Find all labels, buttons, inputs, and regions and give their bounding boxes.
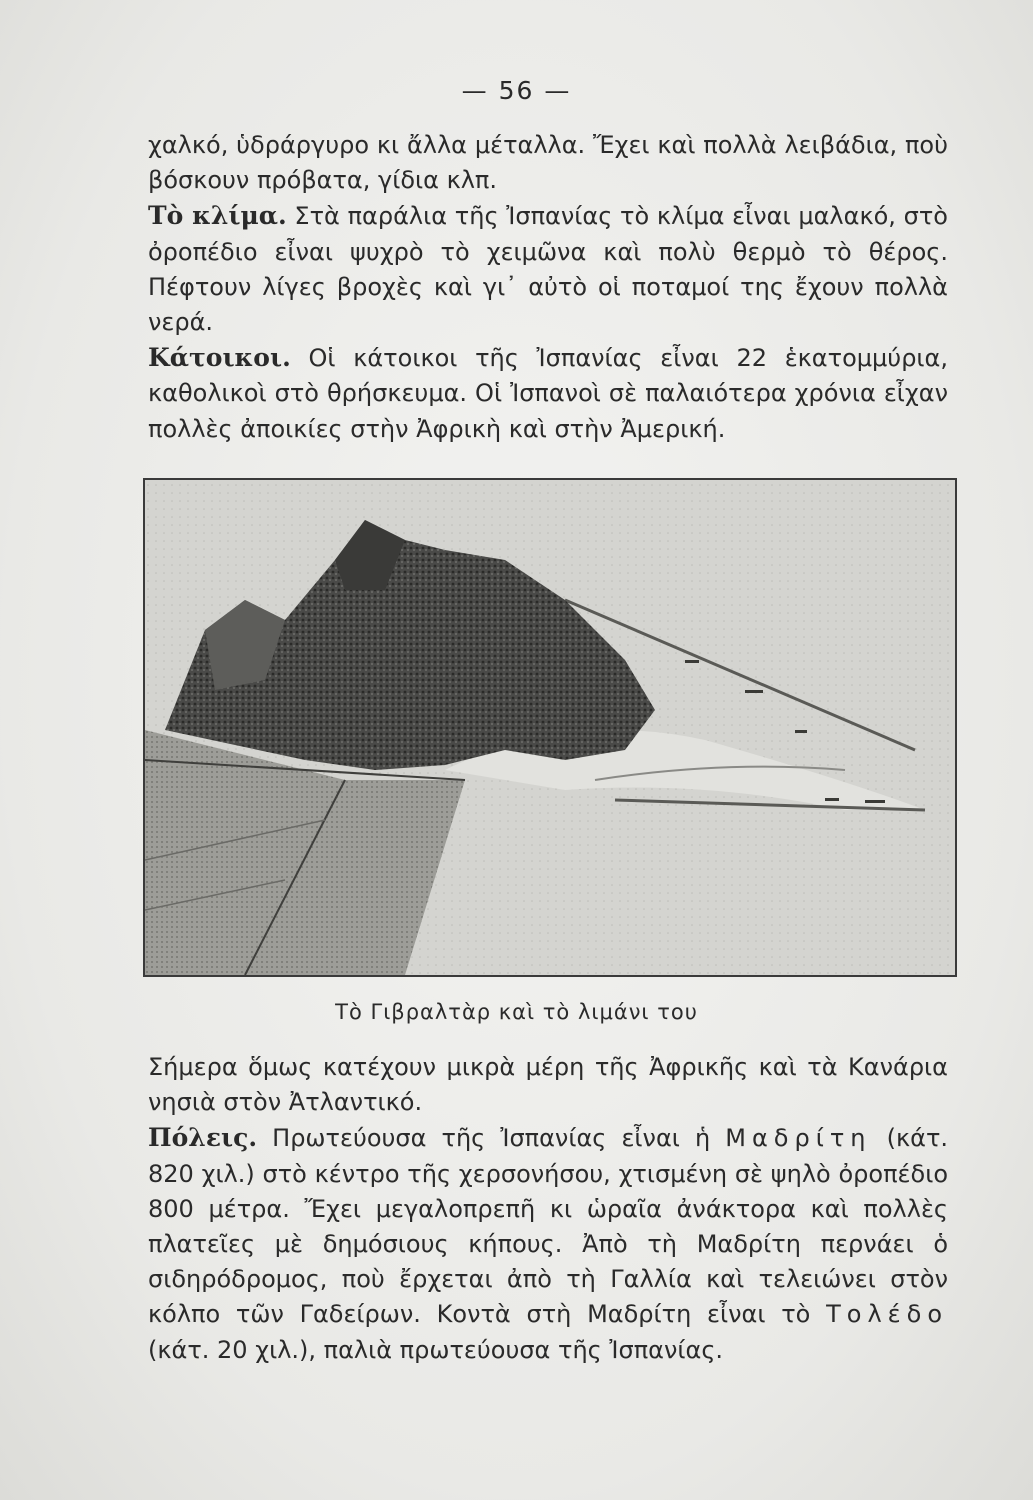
paragraph-text: Οἱ κάτοικοι τῆς Ἰσπανίας εἶναι 22 ἑκατομμύρια, καθολικοὶ στὸ θρήσκευμα. Οἱ Ἰσπανοὶ σὲ παλαιότερα χρόνια εἶχαν πολλὲς ἀποικίες στὴν Ἀφρικὴ καὶ στὴν Ἀμερική. [148,344,948,443]
figure-caption: Τὸ Γιβραλτὰρ καὶ τὸ λιμάνι του [335,1000,698,1024]
paragraph-text: Πρωτεύουσα τῆς Ἰσπανίας εἶναι ἡ [272,1124,711,1153]
gibraltar-photo [143,478,957,977]
city-name-toledo: Τολέδο [826,1300,948,1329]
top-text-block [148,128,948,447]
paragraph-africa [148,1050,948,1120]
paragraph-text: Σήμερα ὅμως κατέχουν μικρὰ μέρη τῆς Ἀφρικῆς καὶ τὰ Κανάρια νησιὰ στὸν Ἀτλαντικό. [148,1053,948,1117]
paragraph-inhabitants [148,340,948,447]
paragraph-climate [148,198,948,340]
bottom-text-block [148,1050,948,1368]
page-number: — 56 — [461,76,572,105]
paragraph-text: (κάτ. 820 χιλ.) στὸ κέντρο τῆς χερσονήσου, χτισμένη σὲ ψηλὸ ὀροπέδιο 800 μέτρα. Ἔχει μεγαλοπρεπῆ κι ὡραῖα ἀνάκτορα καὶ πολλὲς πλατεῖες μὲ δημόσιους κήπους. Ἀπὸ τὴ Μαδρίτη περνάει ὁ σιδηρόδρομος, ποὺ ἔρχεται ἀπὸ τὴ Γαλλία καὶ τελειώνει στὸν κόλπο τῶν Γαδείρων. Κοντὰ στὴ Μαδρίτη εἶναι τὸ [148,1124,949,1329]
paragraph-minerals [148,128,948,198]
section-heading-climate: Τὸ κλίμα. [148,201,287,231]
gibraltar-photo-illustration [145,480,955,975]
paragraph-text: χαλκό, ὑδράργυρο κι ἄλλα μέταλλα. Ἔχει καὶ πολλὰ λειβάδια, ποὺ βόσκουν πρόβατα, γίδια κλπ. [148,131,948,195]
paragraph-text: Στὰ παράλια τῆς Ἰσπανίας τὸ κλίμα εἶναι μαλακό, στὸ ὀροπέδιο εἶναι ψυχρὸ τὸ χειμῶνα καὶ πολὺ θερμὸ τὸ θέρος. Πέφτουν λίγες βροχὲς καὶ γι᾿ αὐτὸ οἱ ποταμοί της ἔχουν πολλὰ νερά. [148,202,948,337]
section-heading-cities: Πόλεις. [148,1123,258,1153]
section-heading-inhabitants: Κάτοικοι. [148,343,291,373]
city-name-madrid: Μαδρίτη [725,1124,872,1153]
paragraph-text: (κάτ. 20 χιλ.), παλιὰ πρωτεύουσα τῆς Ἰσπανίας. [148,1335,724,1364]
paragraph-cities [148,1120,948,1367]
